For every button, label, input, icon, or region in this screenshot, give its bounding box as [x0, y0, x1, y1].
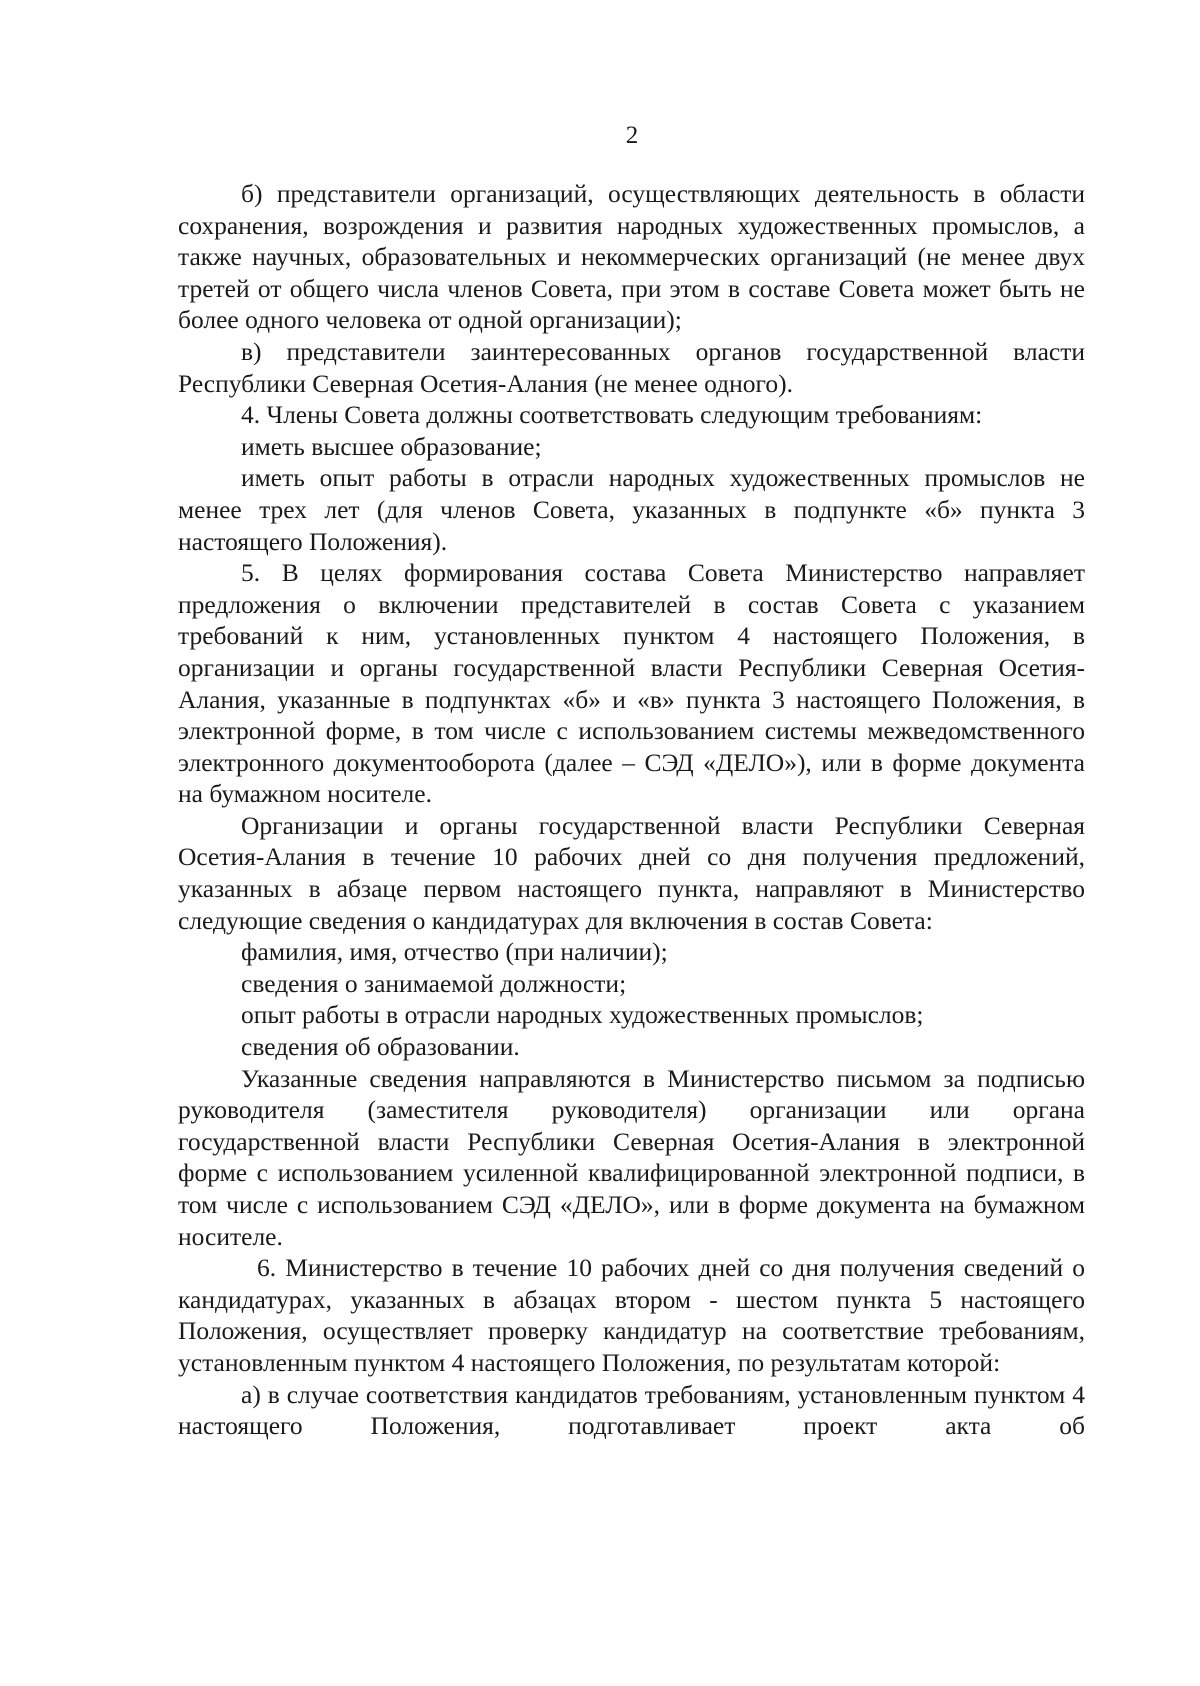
document-body [178, 178, 1085, 1442]
list-item-position: сведения о занимаемой должности; [241, 968, 627, 998]
paragraph-6-verification: 6. Министерство в течение 10 рабочих дней со дня получения сведений о кандидатурах, указанных в абзацах втором - шестом пункта 5 настоящего Положения, осуществляет проверку кандидатур на соответствие требованиям, установленным пунктом 4 настоящего Положения, по результатам которой: [178, 1253, 1085, 1377]
paragraph-5-organizations-response: Организации и органы государственной власти Республики Северная Осетия-Алания в течение 10 рабочих дней со дня получения предложений, указанных в абзаце первом настоящего пункта, направляют в Министерство следующие сведения о кандидатурах для включения в состав Совета: [178, 810, 1085, 935]
paragraph-5-submission: Указанные сведения направляются в Министерство письмом за подписью руководителя (заместителя руководителя) организации или органа государственной власти Республики Северная Осетия-Алания в электронной форме с использованием усиленной квалифицированной электронной подписи, в том числе с использованием СЭД «ДЕЛО», или в форме документа на бумажном носителе. [178, 1063, 1085, 1251]
paragraph-6a-compliance: а) в случае соответствия кандидатов требованиям, установленным пунктом 4 настоящего Положения, подготавливает проект акта об [178, 1379, 1085, 1441]
paragraph-3v-authorities: в) представители заинтересованных органов государственной власти Республики Северная Осетия-Алания (не менее одного). [178, 336, 1085, 398]
paragraph-5-proposals: 5. В целях формирования состава Совета Министерство направляет предложения о включении представителей в состав Совета с указанием требований к ним, установленных пунктом 4 настоящего Положения, в организации и органы государственной власти Республики Северная Осетия-Алания, указанные в подпунктах «б» и «в» пункта 3 настоящего Положения, в электронной форме, в том числе с использованием системы межведомственного электронного документооборота (далее – СЭД «ДЕЛО»), или в форме документа на бумажном носителе. [178, 558, 1085, 809]
list-item-education-info: сведения об образовании. [241, 1032, 520, 1062]
list-item-full-name: фамилия, имя, отчество (при наличии); [241, 937, 668, 967]
paragraph-4-requirements: 4. Члены Совета должны соответствовать следующим требованиям: [241, 400, 983, 430]
list-item-education: иметь высшее образование; [241, 431, 542, 461]
list-item-experience: иметь опыт работы в отрасли народных художественных промыслов не менее трех лет (для членов Совета, указанных в подпункте «б» пункта 3 настоящего Положения). [178, 463, 1085, 556]
page-number: 2 [625, 122, 639, 149]
list-item-work-experience: опыт работы в отрасли народных художественных промыслов; [241, 1000, 924, 1030]
paragraph-3b-organizations: б) представители организаций, осуществляющих деятельность в области сохранения, возрождения и развития народных художественных промыслов, а также научных, образовательных и некоммерческих организаций (не менее двух третей от общего числа членов Совета, при этом в составе Совета может быть не более одного человека от одной организации); [178, 179, 1085, 335]
